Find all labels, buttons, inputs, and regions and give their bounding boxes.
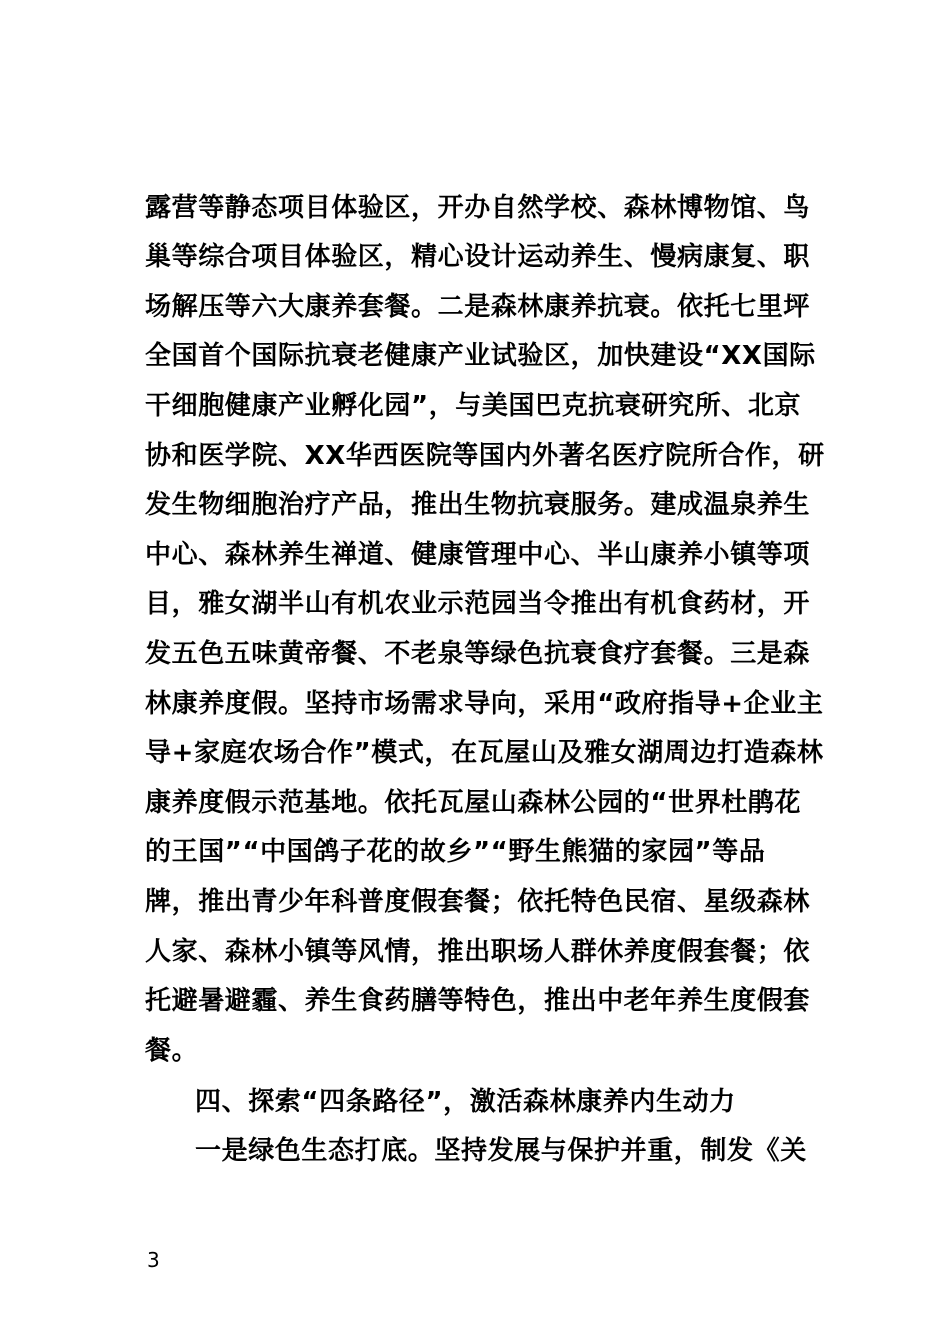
body-line-6: 协和医学院、XX华西医院等国内外著名医疗院所合作，研 [145,441,825,471]
body-line-7: 发生物细胞治疗产品，推出生物抗衰服务。建成温泉养生 [145,490,811,520]
section-first-line: 一是绿色生态打底。坚持发展与保护并重，制发《关 [195,1136,807,1166]
body-line-15: 牌，推出青少年科普度假套餐；依托特色民宿、星级森林 [145,887,811,917]
body-line-9: 目，雅女湖半山有机农业示范园当令推出有机食药材，开 [145,589,811,619]
body-line-2: 巢等综合项目体验区，精心设计运动养生、慢病康复、职 [145,242,811,272]
body-line-14: 的王国”“中国鸽子花的故乡”“野生熊猫的家园”等品 [145,837,766,867]
body-line-1: 露营等静态项目体验区，开办自然学校、森林博物馆、鸟 [145,193,811,223]
page-number: 3 [147,1248,160,1272]
body-line-10: 发五色五味黄帝餐、不老泉等绿色抗衰食疗套餐。三是森 [145,639,811,669]
body-line-4: 全国首个国际抗衰老健康产业试验区，加快建设“XX国际 [145,341,816,371]
body-line-17: 托避暑避霾、养生食药膳等特色，推出中老年养生度假套 [145,986,811,1016]
body-line-3: 场解压等六大康养套餐。二是森林康养抗衰。依托七里坪 [145,292,811,322]
body-line-18: 餐。 [145,1036,199,1066]
body-line-16: 人家、森林小镇等风情，推出职场人群休养度假套餐；依 [145,937,811,967]
body-line-5: 干细胞健康产业孵化园”，与美国巴克抗衰研究所、北京 [145,391,802,421]
body-line-11: 林康养度假。坚持市场需求导向，采用“政府指导+企业主 [145,689,824,719]
body-line-12: 导+家庭农场合作”模式，在瓦屋山及雅女湖周边打造森林 [145,738,824,768]
section-heading: 四、探索“四条路径”，激活森林康养内生动力 [195,1087,736,1117]
body-line-8: 中心、森林养生禅道、健康管理中心、半山康养小镇等项 [145,540,811,570]
body-line-13: 康养度假示范基地。依托瓦屋山森林公园的“世界杜鹃花 [145,788,802,818]
